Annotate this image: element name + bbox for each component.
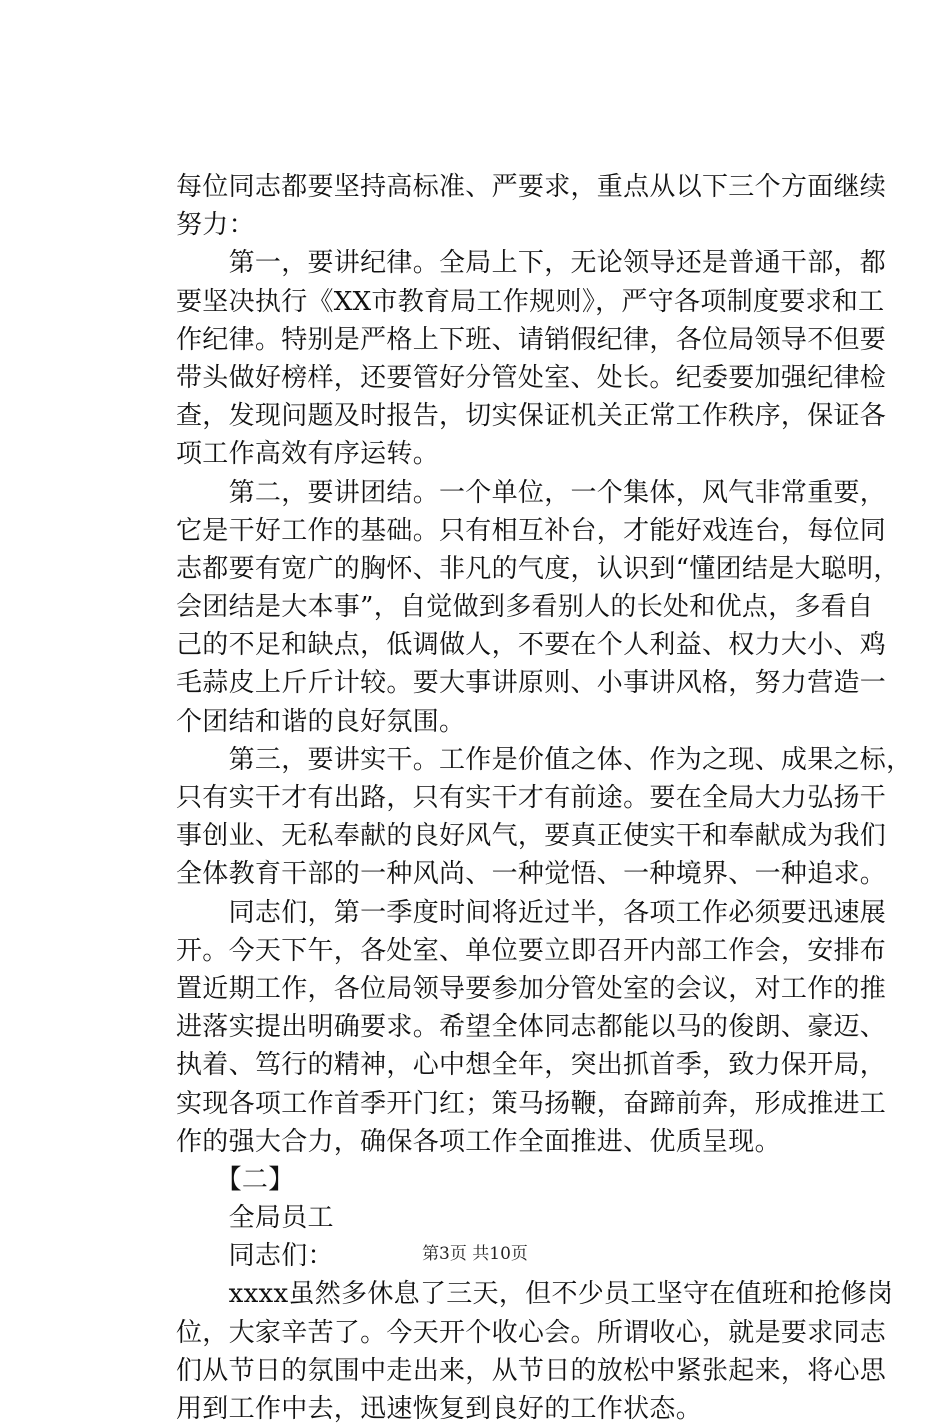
text-line: 同志们：	[176, 1241, 334, 1272]
text-line: 毛蒜皮上斤斤计较。要大事讲原则、小事讲风格，努力营造一	[176, 668, 887, 699]
text-line: 带头做好榜样，还要管好分管处室、处长。纪委要加强纪律检	[176, 362, 887, 393]
text-line: 第一，要讲纪律。全局上下，无论领导还是普通干部，都	[176, 248, 887, 279]
text-line: 努力：	[176, 210, 255, 241]
text-line: 每位同志都要坚持高标准、严要求，重点从以下三个方面继续	[176, 172, 887, 202]
text-line: 开。今天下午，各处室、单位要立即召开内部工作会，安排布	[176, 935, 887, 966]
text-line: 己的不足和缺点，低调做人，不要在个人利益、权力大小、鸡	[176, 630, 887, 661]
text-line: 事创业、无私奉献的良好风气，要真正使实干和奉献成为我们	[176, 821, 887, 852]
text-line: 会团结是大本事”，自觉做到多看别人的长处和优点，多看自	[176, 592, 874, 623]
text-line: 第三，要讲实干。工作是价值之体、作为之现、成果之标，	[176, 744, 913, 775]
text-line: 作纪律。特别是严格上下班、请销假纪律，各位局领导不但要	[176, 324, 887, 355]
text-line: 要坚决执行《XX市教育局工作规则》，严守各项制度要求和工	[176, 286, 885, 317]
text-line: 志都要有宽广的胸怀、非凡的气度，认识到“懂团结是大聪明，	[176, 553, 900, 584]
text-line: 项工作高效有序运转。	[176, 439, 440, 470]
text-line: 【二】	[176, 1164, 295, 1195]
text-line: 第二，要讲团结。一个单位，一个集体，风气非常重要，	[176, 477, 887, 508]
text-line: 位，大家辛苦了。今天开个收心会。所谓收心，就是要求同志	[176, 1317, 887, 1348]
text-line: xxxx虽然多休息了三天，但不少员工坚守在值班和抢修岗	[176, 1279, 894, 1310]
text-line: 个团结和谐的良好氛围。	[176, 706, 466, 737]
text-line: 用到工作中去，迅速恢复到良好的工作状态。	[176, 1394, 703, 1424]
text-line: 作的强大合力，确保各项工作全面推进、优质呈现。	[176, 1126, 781, 1157]
text-line: 全体教育干部的一种风尚、一种觉悟、一种境界、一种追求。	[176, 859, 887, 890]
text-line: 们从节日的氛围中走出来，从节日的放松中紧张起来，将心思	[176, 1355, 887, 1386]
page-footer: 第3页 共10页	[422, 1244, 528, 1264]
text-line: 同志们，第一季度时间将近过半，各项工作必须要迅速展	[176, 897, 887, 928]
text-line: 全局员工	[176, 1203, 334, 1234]
text-line: 置近期工作，各位局领导要参加分管处室的会议，对工作的推	[176, 973, 887, 1004]
body-text	[176, 168, 913, 1428]
text-line: 查，发现问题及时报告，切实保证机关正常工作秩序，保证各	[176, 401, 887, 432]
text-line: 执着、笃行的精神，心中想全年，突出抓首季，致力保开局，	[176, 1050, 887, 1081]
text-line: 它是干好工作的基础。只有相互补台，才能好戏连台，每位同	[176, 515, 887, 546]
text-line: 只有实干才有出路，只有实干才有前途。要在全局大力弘扬干	[176, 783, 887, 813]
text-line: 实现各项工作首季开门红；策马扬鞭，奋蹄前奔，形成推进工	[176, 1088, 887, 1119]
text-line: 进落实提出明确要求。希望全体同志都能以马的俊朗、豪迈、	[176, 1012, 887, 1043]
